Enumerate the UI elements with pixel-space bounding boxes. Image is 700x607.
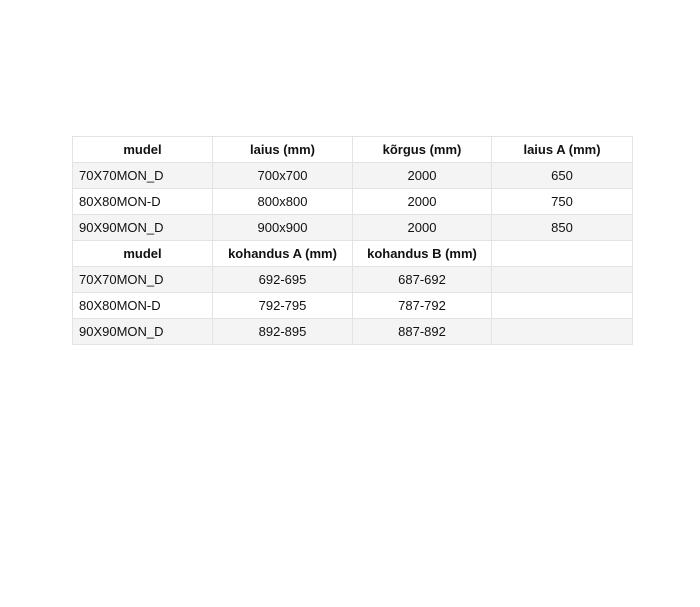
table-cell: 2000 (353, 215, 492, 241)
table-cell: 700x700 (213, 163, 353, 189)
header-cell (492, 241, 633, 267)
header-cell: mudel (73, 137, 213, 163)
table-cell: 2000 (353, 189, 492, 215)
header-cell: mudel (73, 241, 213, 267)
table-row (73, 163, 633, 189)
model-cell: 90X90MON_D (73, 319, 213, 345)
table-row (73, 189, 633, 215)
header-cell: kohandus A (mm) (213, 241, 353, 267)
table-cell: 650 (492, 163, 633, 189)
header-cell: laius (mm) (213, 137, 353, 163)
table-row (73, 215, 633, 241)
table-cell: 850 (492, 215, 633, 241)
model-cell: 80X80MON-D (73, 189, 213, 215)
table-header-row (73, 241, 633, 267)
table-cell: 750 (492, 189, 633, 215)
table-row (73, 319, 633, 345)
model-cell: 70X70MON_D (73, 163, 213, 189)
table-cell: 2000 (353, 163, 492, 189)
header-cell: kohandus B (mm) (353, 241, 492, 267)
model-cell: 70X70MON_D (73, 267, 213, 293)
model-cell: 80X80MON-D (73, 293, 213, 319)
table-cell (492, 267, 633, 293)
table-cell: 792-795 (213, 293, 353, 319)
table-row (73, 267, 633, 293)
model-cell: 90X90MON_D (73, 215, 213, 241)
table-cell (492, 293, 633, 319)
table-cell (492, 319, 633, 345)
table-row (73, 293, 633, 319)
table-cell: 687-692 (353, 267, 492, 293)
table-cell: 900x900 (213, 215, 353, 241)
dimensions-table (72, 136, 633, 345)
table-cell: 800x800 (213, 189, 353, 215)
header-cell: kõrgus (mm) (353, 137, 492, 163)
table-cell: 892-895 (213, 319, 353, 345)
table-cell: 692-695 (213, 267, 353, 293)
table-cell: 887-892 (353, 319, 492, 345)
table-cell: 787-792 (353, 293, 492, 319)
header-cell: laius A (mm) (492, 137, 633, 163)
table-header-row (73, 137, 633, 163)
